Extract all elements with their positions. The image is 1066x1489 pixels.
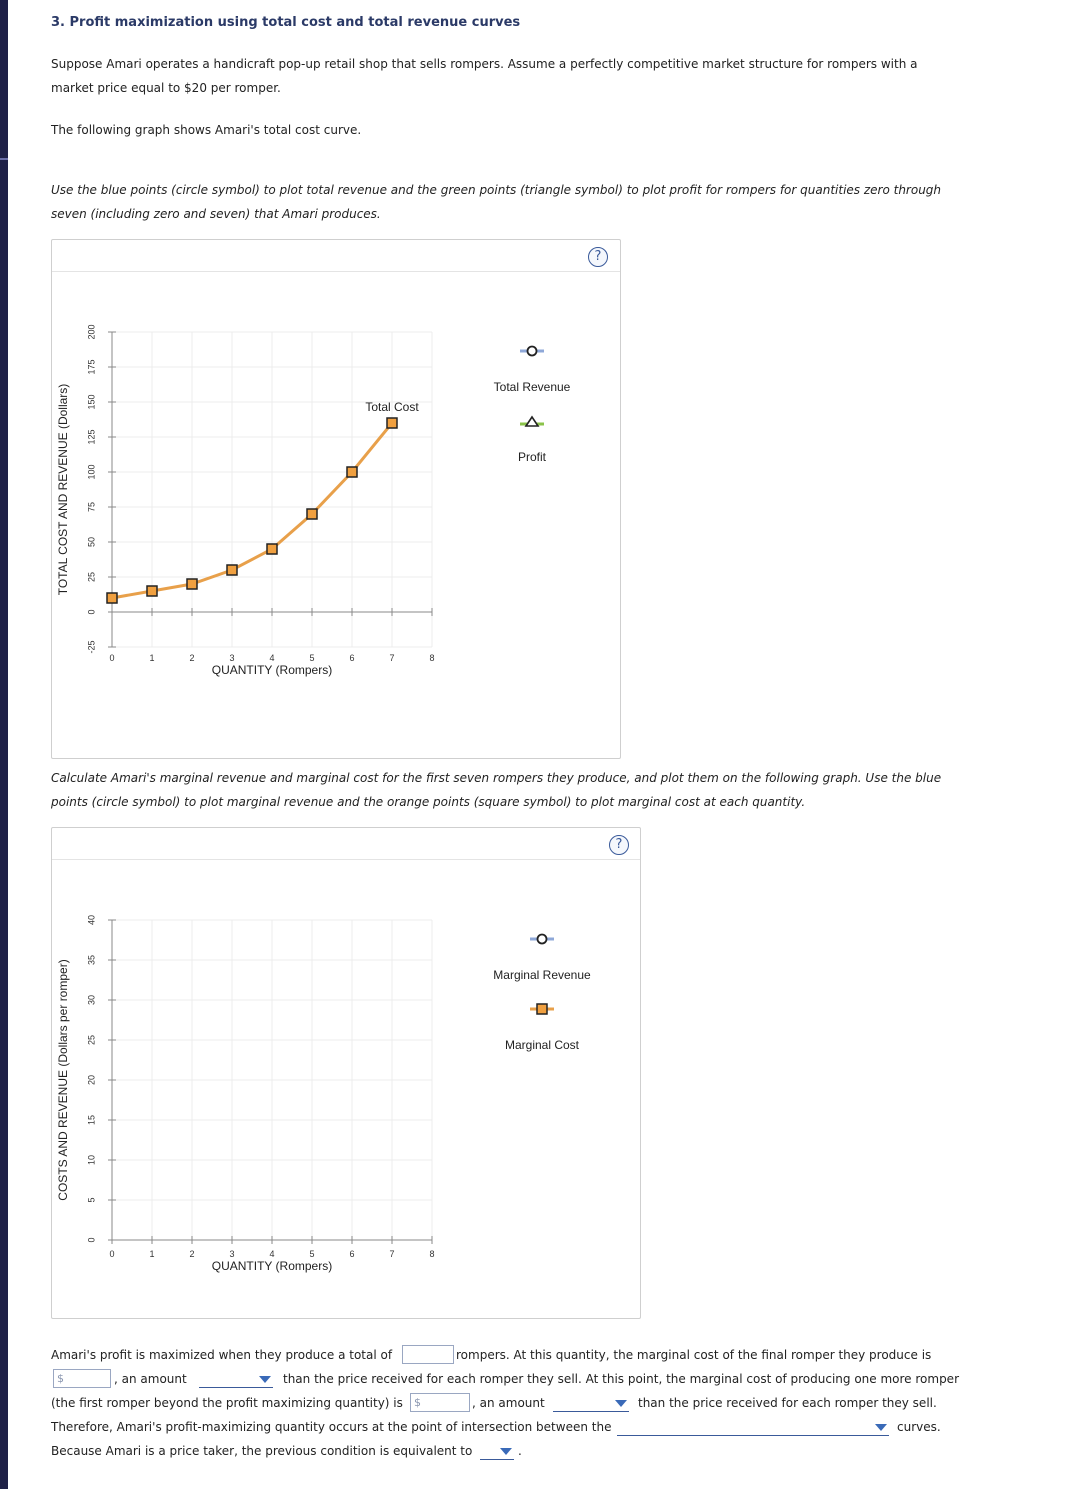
y-tick-label: 40	[86, 914, 97, 926]
x-tick-label: 8	[429, 653, 435, 663]
y-axis-label: TOTAL COST AND REVENUE (Dollars)	[56, 383, 70, 596]
y-tick-label: 0	[86, 609, 97, 615]
intro-paragraph	[51, 52, 971, 100]
y-tick-label: 15	[86, 1114, 97, 1126]
intro-line-3: The following graph shows Amari's total cost curve.	[51, 123, 362, 137]
legend-circle-marker	[538, 935, 547, 944]
chevron-down-icon	[615, 1400, 627, 1407]
legend-label: Marginal Revenue	[493, 968, 591, 982]
x-tick-label: 2	[189, 653, 195, 663]
condition-dropdown[interactable]	[480, 1441, 514, 1460]
data-point-total-cost	[387, 418, 397, 428]
y-tick-label: 10	[86, 1154, 97, 1166]
comparison-dropdown-1[interactable]	[199, 1369, 273, 1388]
curves-dropdown[interactable]	[617, 1417, 889, 1436]
y-axis-label: COSTS AND REVENUE (Dollars per romper)	[56, 959, 70, 1201]
next-marginal-cost-input[interactable]: $	[410, 1393, 470, 1412]
instruction-2-line-1: Calculate Amari's marginal revenue and marginal cost for the first seven rompers they produce, and plot them on the following graph. Use the blue	[51, 771, 942, 785]
chevron-down-icon	[500, 1448, 512, 1455]
x-tick-label: 2	[189, 1249, 195, 1259]
chevron-down-icon	[875, 1424, 887, 1431]
y-tick-label: 100	[86, 464, 97, 480]
comparison-dropdown-2[interactable]	[553, 1393, 629, 1412]
y-tick-label: -25	[86, 640, 97, 654]
q-line2-text-b: than the price received for each romper they sell. At this point, the marginal cost of producing one more romper	[283, 1372, 959, 1386]
x-tick-label: 5	[309, 1249, 315, 1259]
q-line5-text-b: .	[518, 1444, 522, 1458]
x-tick-label: 0	[109, 1249, 115, 1259]
y-tick-label: 0	[86, 1237, 97, 1243]
x-tick-label: 1	[149, 1249, 155, 1259]
q-line3-text-c: than the price received for each romper they sell.	[638, 1396, 937, 1410]
x-axis-label: QUANTITY (Rompers)	[211, 663, 333, 677]
data-point-total-cost	[267, 544, 277, 554]
x-tick-label: 4	[269, 1249, 275, 1259]
legend-circle-marker	[528, 347, 537, 356]
y-tick-label: 125	[86, 429, 97, 445]
y-tick-label: 50	[86, 536, 97, 548]
q-line5-text-a: Because Amari is a price taker, the previous condition is equivalent to	[51, 1444, 473, 1458]
legend-label: Profit	[517, 450, 547, 464]
q-line2-text-a: , an amount	[114, 1372, 187, 1386]
x-axis-label: QUANTITY (Rompers)	[211, 1259, 333, 1273]
q-line3-text-b: , an amount	[472, 1396, 545, 1410]
instruction-1-line-1: Use the blue points (circle symbol) to plot total revenue and the green points (triangle symbol) to plot profit for rompers for quantities zero through	[51, 183, 942, 197]
data-point-total-cost	[347, 467, 357, 477]
y-tick-label: 150	[86, 394, 97, 410]
y-tick-label: 25	[86, 571, 97, 583]
x-tick-label: 6	[349, 1249, 355, 1259]
x-tick-label: 6	[349, 653, 355, 663]
y-tick-label: 30	[86, 994, 97, 1006]
x-tick-label: 3	[229, 653, 235, 663]
help-icon[interactable]: ?	[609, 835, 629, 855]
legend-label: Marginal Cost	[504, 1038, 580, 1052]
x-tick-label: 7	[389, 653, 395, 663]
marginal-cost-input[interactable]: $	[53, 1369, 111, 1388]
left-nav-bar	[0, 0, 8, 1489]
y-tick-label: 5	[86, 1197, 97, 1203]
y-tick-label: 200	[86, 324, 97, 340]
data-point-total-cost	[187, 579, 197, 589]
intro-line-2: market price equal to $20 per romper.	[51, 81, 281, 95]
x-tick-label: 1	[149, 653, 155, 663]
x-tick-label: 0	[109, 653, 115, 663]
chevron-down-icon	[259, 1376, 271, 1383]
series-line-total-cost	[112, 423, 392, 598]
total-cost-revenue-chart[interactable]	[51, 239, 619, 757]
y-tick-label: 75	[86, 501, 97, 513]
instruction-2-line-2: points (circle symbol) to plot marginal revenue and the orange points (square symbol) to plot marginal cost at each quantity.	[51, 795, 806, 809]
question-title: 3. Profit maximization using total cost and total revenue curves	[51, 15, 521, 30]
instruction-1-line-2: seven (including zero and seven) that Amari produces.	[51, 207, 381, 221]
data-point-total-cost	[307, 509, 317, 519]
legend-square-marker	[537, 1004, 547, 1014]
data-point-total-cost	[227, 565, 237, 575]
y-tick-label: 35	[86, 954, 97, 966]
intro-line-1: Suppose Amari operates a handicraft pop-up retail shop that sells rompers. Assume a perfectly competitive market structure for rompers with a	[51, 57, 918, 71]
y-tick-label: 20	[86, 1074, 97, 1086]
x-tick-label: 5	[309, 653, 315, 663]
marginal-cost-revenue-chart[interactable]	[51, 827, 639, 1317]
series-label-total-cost: Total Cost	[365, 400, 419, 414]
x-tick-label: 4	[269, 653, 275, 663]
x-tick-label: 3	[229, 1249, 235, 1259]
x-tick-label: 7	[389, 1249, 395, 1259]
q-line4-text-a: Therefore, Amari's profit-maximizing quantity occurs at the point of intersection between the	[51, 1420, 612, 1434]
data-point-total-cost	[107, 593, 117, 603]
instruction-1	[51, 178, 971, 226]
y-tick-label: 25	[86, 1034, 97, 1046]
help-icon[interactable]: ?	[588, 247, 608, 267]
q-line4-text-b: curves.	[897, 1420, 941, 1434]
q-line3-text-a: (the first romper beyond the profit maximizing quantity) is	[51, 1396, 403, 1410]
x-tick-label: 8	[429, 1249, 435, 1259]
data-point-total-cost	[147, 586, 157, 596]
nav-marker	[0, 158, 8, 160]
q-line1-text-a: Amari's profit is maximized when they produce a total of	[51, 1348, 393, 1362]
legend-triangle-marker	[526, 417, 538, 426]
y-tick-label: 175	[86, 359, 97, 375]
quantity-input[interactable]	[402, 1345, 454, 1364]
instruction-2	[51, 766, 971, 814]
q-line1-text-b: rompers. At this quantity, the marginal cost of the final romper they produce is	[456, 1348, 932, 1362]
legend-label: Total Revenue	[493, 380, 571, 394]
